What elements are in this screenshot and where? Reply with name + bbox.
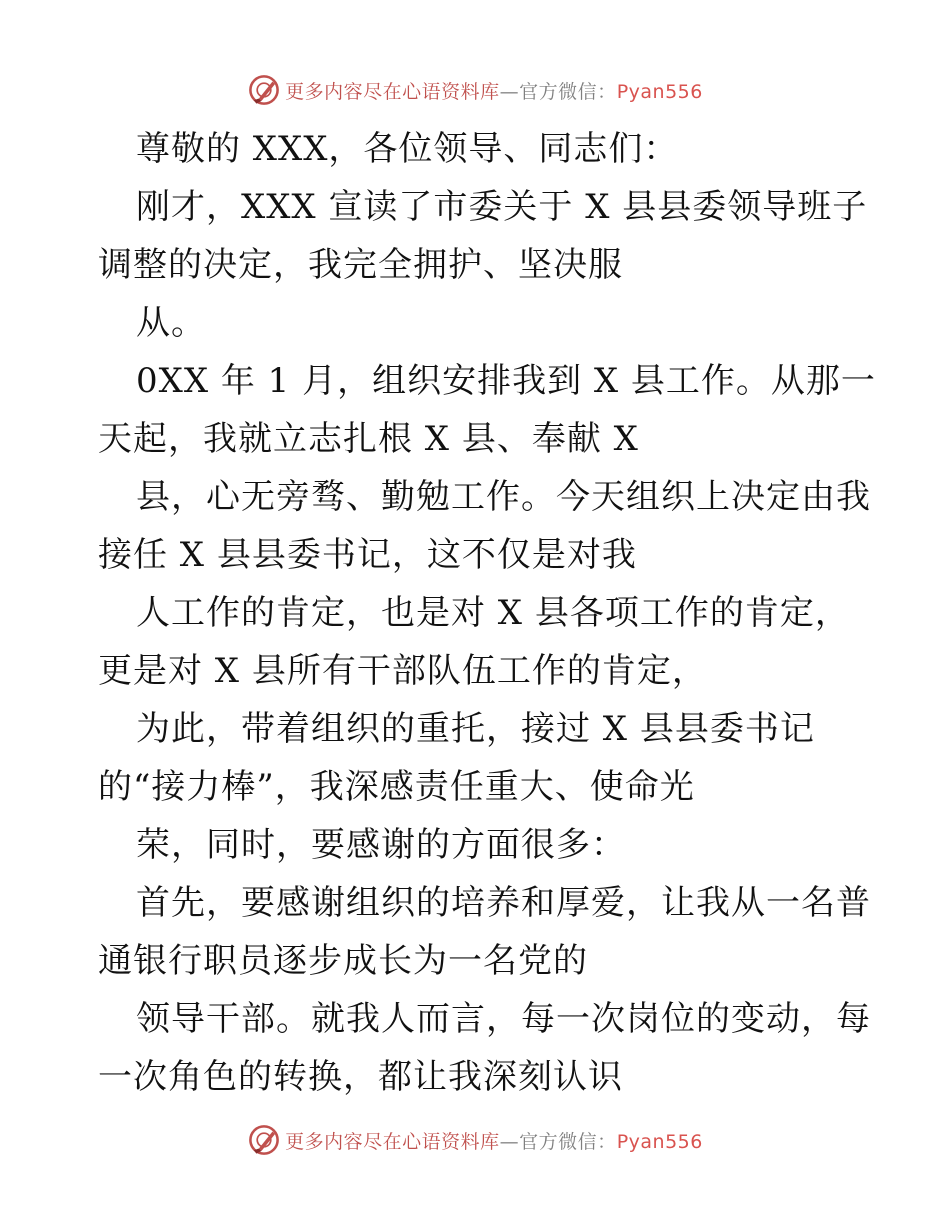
body-line: 为此，带着组织的重托，接过 X 县县委书记 [136,709,815,749]
body-line: 从。 [136,303,206,343]
body-line: 一次角色的转换，都让我深刻认识 [98,1057,623,1097]
footer-label: 官方微信： [519,1130,617,1153]
body-line: 通银行职员逐步成长为一名党的 [98,941,588,981]
body-line: 接任 X 县县委书记，这不仅是对我 [98,535,637,575]
body-line: 人工作的肯定，也是对 X 县各项工作的肯定， [136,593,850,633]
body-line: 县，心无旁骛、勤勉工作。今天组织上决定由我 [136,477,871,517]
header-label: 官方微信： [519,80,617,103]
footer-text [285,1127,703,1154]
header-handle: Pyan556 [616,80,703,103]
body-line: 0XX 年 1 月，组织安排我到 X 县工作。从那一 [136,361,876,401]
body-line: 调整的决定，我完全拥护、坚决服 [98,245,623,285]
body-line: 更是对 X 县所有干部队伍工作的肯定， [98,651,707,691]
brand-logo-icon [247,73,281,107]
body-line: 天起，我就立志扎根 X 县、奉献 X [98,419,639,459]
header-text [285,77,703,104]
header-dash: — [499,80,520,103]
body-line: 荣，同时，要感谢的方面很多： [136,825,626,865]
brand-logo-icon [247,1123,281,1157]
header-brand: 更多内容尽在心语资料库 [285,80,500,103]
body-line: 首先，要感谢组织的培养和厚爱，让我从一名普 [136,883,871,923]
body-line: 的“接力棒”，我深感责任重大、使命光 [98,767,695,807]
footer-handle: Pyan556 [616,1130,703,1153]
body-line: 刚才，XXX 宣读了市委关于 X 县县委领导班子 [136,187,868,227]
footer-dash: — [499,1130,520,1153]
body-line: 尊敬的 XXX，各位领导、同志们： [136,129,679,169]
body-line: 领导干部。就我人而言，每一次岗位的变动，每 [136,999,871,1039]
header-banner [0,70,950,110]
footer-banner [0,1120,950,1160]
footer-brand: 更多内容尽在心语资料库 [285,1130,500,1153]
